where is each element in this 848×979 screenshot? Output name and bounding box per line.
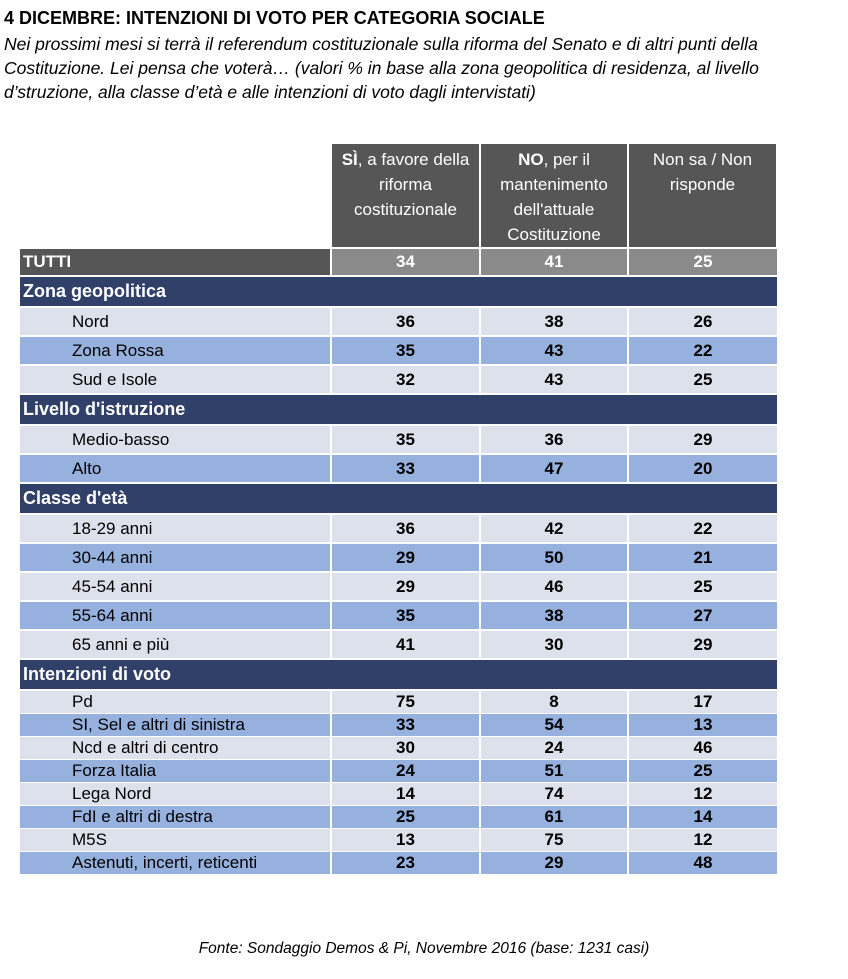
chart-title: 4 DICEMBRE: INTENZIONI DI VOTO PER CATEGORIA SOCIALE — [4, 8, 545, 28]
header-blank-cell — [20, 144, 331, 248]
table-row — [20, 454, 777, 483]
row-value-3: 22 — [628, 336, 777, 365]
row-value-1: 14 — [331, 783, 480, 806]
row-value-3: 25 — [628, 572, 777, 601]
row-value-1: 29 — [331, 572, 480, 601]
column-header-2 — [480, 144, 628, 248]
column-header-1-key: SÌ — [341, 150, 358, 169]
row-value-2: 38 — [480, 307, 628, 336]
row-value-3: 12 — [628, 783, 777, 806]
column-header-2-key: NO — [518, 150, 544, 169]
row-value-1: 25 — [331, 806, 480, 829]
results-table-body — [20, 144, 777, 875]
table-row — [20, 365, 777, 394]
row-value-1: 33 — [331, 714, 480, 737]
row-value-2: 30 — [480, 630, 628, 659]
row-value-2: 74 — [480, 783, 628, 806]
table-row — [20, 336, 777, 365]
row-value-2: 50 — [480, 543, 628, 572]
section-title: Intenzioni di voto — [20, 659, 777, 690]
row-label: Forza Italia — [20, 760, 331, 783]
table-row — [20, 829, 777, 852]
total-row-label: TUTTI — [20, 248, 331, 276]
row-label: Lega Nord — [20, 783, 331, 806]
row-label: 30-44 anni — [20, 543, 331, 572]
column-header-3-text: Non sa / Non risponde — [652, 150, 753, 194]
row-value-2: 29 — [480, 852, 628, 875]
row-value-1: 36 — [331, 307, 480, 336]
row-label: Zona Rossa — [20, 336, 331, 365]
row-value-3: 48 — [628, 852, 777, 875]
row-value-1: 41 — [331, 630, 480, 659]
row-value-3: 46 — [628, 737, 777, 760]
table-row — [20, 572, 777, 601]
section-title: Zona geopolitica — [20, 276, 777, 307]
total-value-2: 41 — [480, 248, 628, 276]
row-value-3: 12 — [628, 829, 777, 852]
row-label: Alto — [20, 454, 331, 483]
table-row — [20, 852, 777, 875]
table-row — [20, 630, 777, 659]
row-value-3: 14 — [628, 806, 777, 829]
source-note: Fonte: Sondaggio Demos & Pi, Novembre 2016 (base: 1231 casi) — [198, 940, 650, 957]
row-label: Astenuti, incerti, reticenti — [20, 852, 331, 875]
row-value-1: 35 — [331, 601, 480, 630]
row-value-3: 22 — [628, 514, 777, 543]
row-value-2: 8 — [480, 690, 628, 714]
row-label: Sud e Isole — [20, 365, 331, 394]
total-value-3: 25 — [628, 248, 777, 276]
row-value-1: 23 — [331, 852, 480, 875]
row-value-2: 43 — [480, 336, 628, 365]
column-header-2-text: , per il mantenimento dell'attuale Costituzione — [500, 150, 608, 244]
row-value-2: 42 — [480, 514, 628, 543]
row-value-2: 36 — [480, 425, 628, 454]
row-value-1: 36 — [331, 514, 480, 543]
row-label: Nord — [20, 307, 331, 336]
row-value-3: 25 — [628, 760, 777, 783]
row-value-1: 75 — [331, 690, 480, 714]
row-value-3: 13 — [628, 714, 777, 737]
table-row — [20, 514, 777, 543]
row-value-3: 21 — [628, 543, 777, 572]
results-table — [20, 144, 778, 875]
table-row — [20, 690, 777, 714]
row-value-3: 29 — [628, 425, 777, 454]
row-label: SI, Sel e altri di sinistra — [20, 714, 331, 737]
row-value-3: 20 — [628, 454, 777, 483]
row-label: Pd — [20, 690, 331, 714]
section-title: Livello d'istruzione — [20, 394, 777, 425]
section-header-row — [20, 659, 777, 690]
total-value-1: 34 — [331, 248, 480, 276]
row-value-1: 35 — [331, 425, 480, 454]
table-row — [20, 543, 777, 572]
row-value-1: 13 — [331, 829, 480, 852]
row-value-2: 54 — [480, 714, 628, 737]
row-value-1: 35 — [331, 336, 480, 365]
row-value-3: 26 — [628, 307, 777, 336]
row-value-2: 75 — [480, 829, 628, 852]
section-header-row — [20, 483, 777, 514]
row-value-1: 32 — [331, 365, 480, 394]
row-value-2: 51 — [480, 760, 628, 783]
total-row — [20, 248, 777, 276]
row-value-2: 61 — [480, 806, 628, 829]
row-label: Medio-basso — [20, 425, 331, 454]
row-label: 55-64 anni — [20, 601, 331, 630]
row-value-2: 24 — [480, 737, 628, 760]
section-header-row — [20, 394, 777, 425]
table-row — [20, 307, 777, 336]
table-row — [20, 783, 777, 806]
row-value-1: 30 — [331, 737, 480, 760]
column-header-1-text: , a favore della riforma costituzionale — [353, 150, 470, 219]
row-value-3: 17 — [628, 690, 777, 714]
row-label: M5S — [20, 829, 331, 852]
row-label: Ncd e altri di centro — [20, 737, 331, 760]
chart-subtitle: Nei prossimi mesi si terrà il referendum costituzionale sulla riforma del Senato e di altri punti della Costituzione. Lei pensa che voterà… (valori % in base alla zona geopolitica di residenza, al livello d’struzione, alla classe d’età e alle intenzioni di voto dagli intervistati) — [4, 34, 759, 102]
row-value-3: 25 — [628, 365, 777, 394]
row-value-1: 24 — [331, 760, 480, 783]
table-row — [20, 737, 777, 760]
row-value-2: 43 — [480, 365, 628, 394]
column-header-3 — [628, 144, 777, 248]
table-row — [20, 425, 777, 454]
row-value-1: 29 — [331, 543, 480, 572]
table-row — [20, 760, 777, 783]
section-title: Classe d'età — [20, 483, 777, 514]
row-label: 18-29 anni — [20, 514, 331, 543]
row-value-3: 27 — [628, 601, 777, 630]
row-label: 65 anni e più — [20, 630, 331, 659]
table-row — [20, 601, 777, 630]
row-value-2: 38 — [480, 601, 628, 630]
row-label: FdI e altri di destra — [20, 806, 331, 829]
row-value-1: 33 — [331, 454, 480, 483]
column-header-row — [20, 144, 777, 248]
row-value-2: 46 — [480, 572, 628, 601]
section-header-row — [20, 276, 777, 307]
row-value-2: 47 — [480, 454, 628, 483]
table-row — [20, 714, 777, 737]
table-row — [20, 806, 777, 829]
row-label: 45-54 anni — [20, 572, 331, 601]
column-header-1 — [331, 144, 480, 248]
row-value-3: 29 — [628, 630, 777, 659]
